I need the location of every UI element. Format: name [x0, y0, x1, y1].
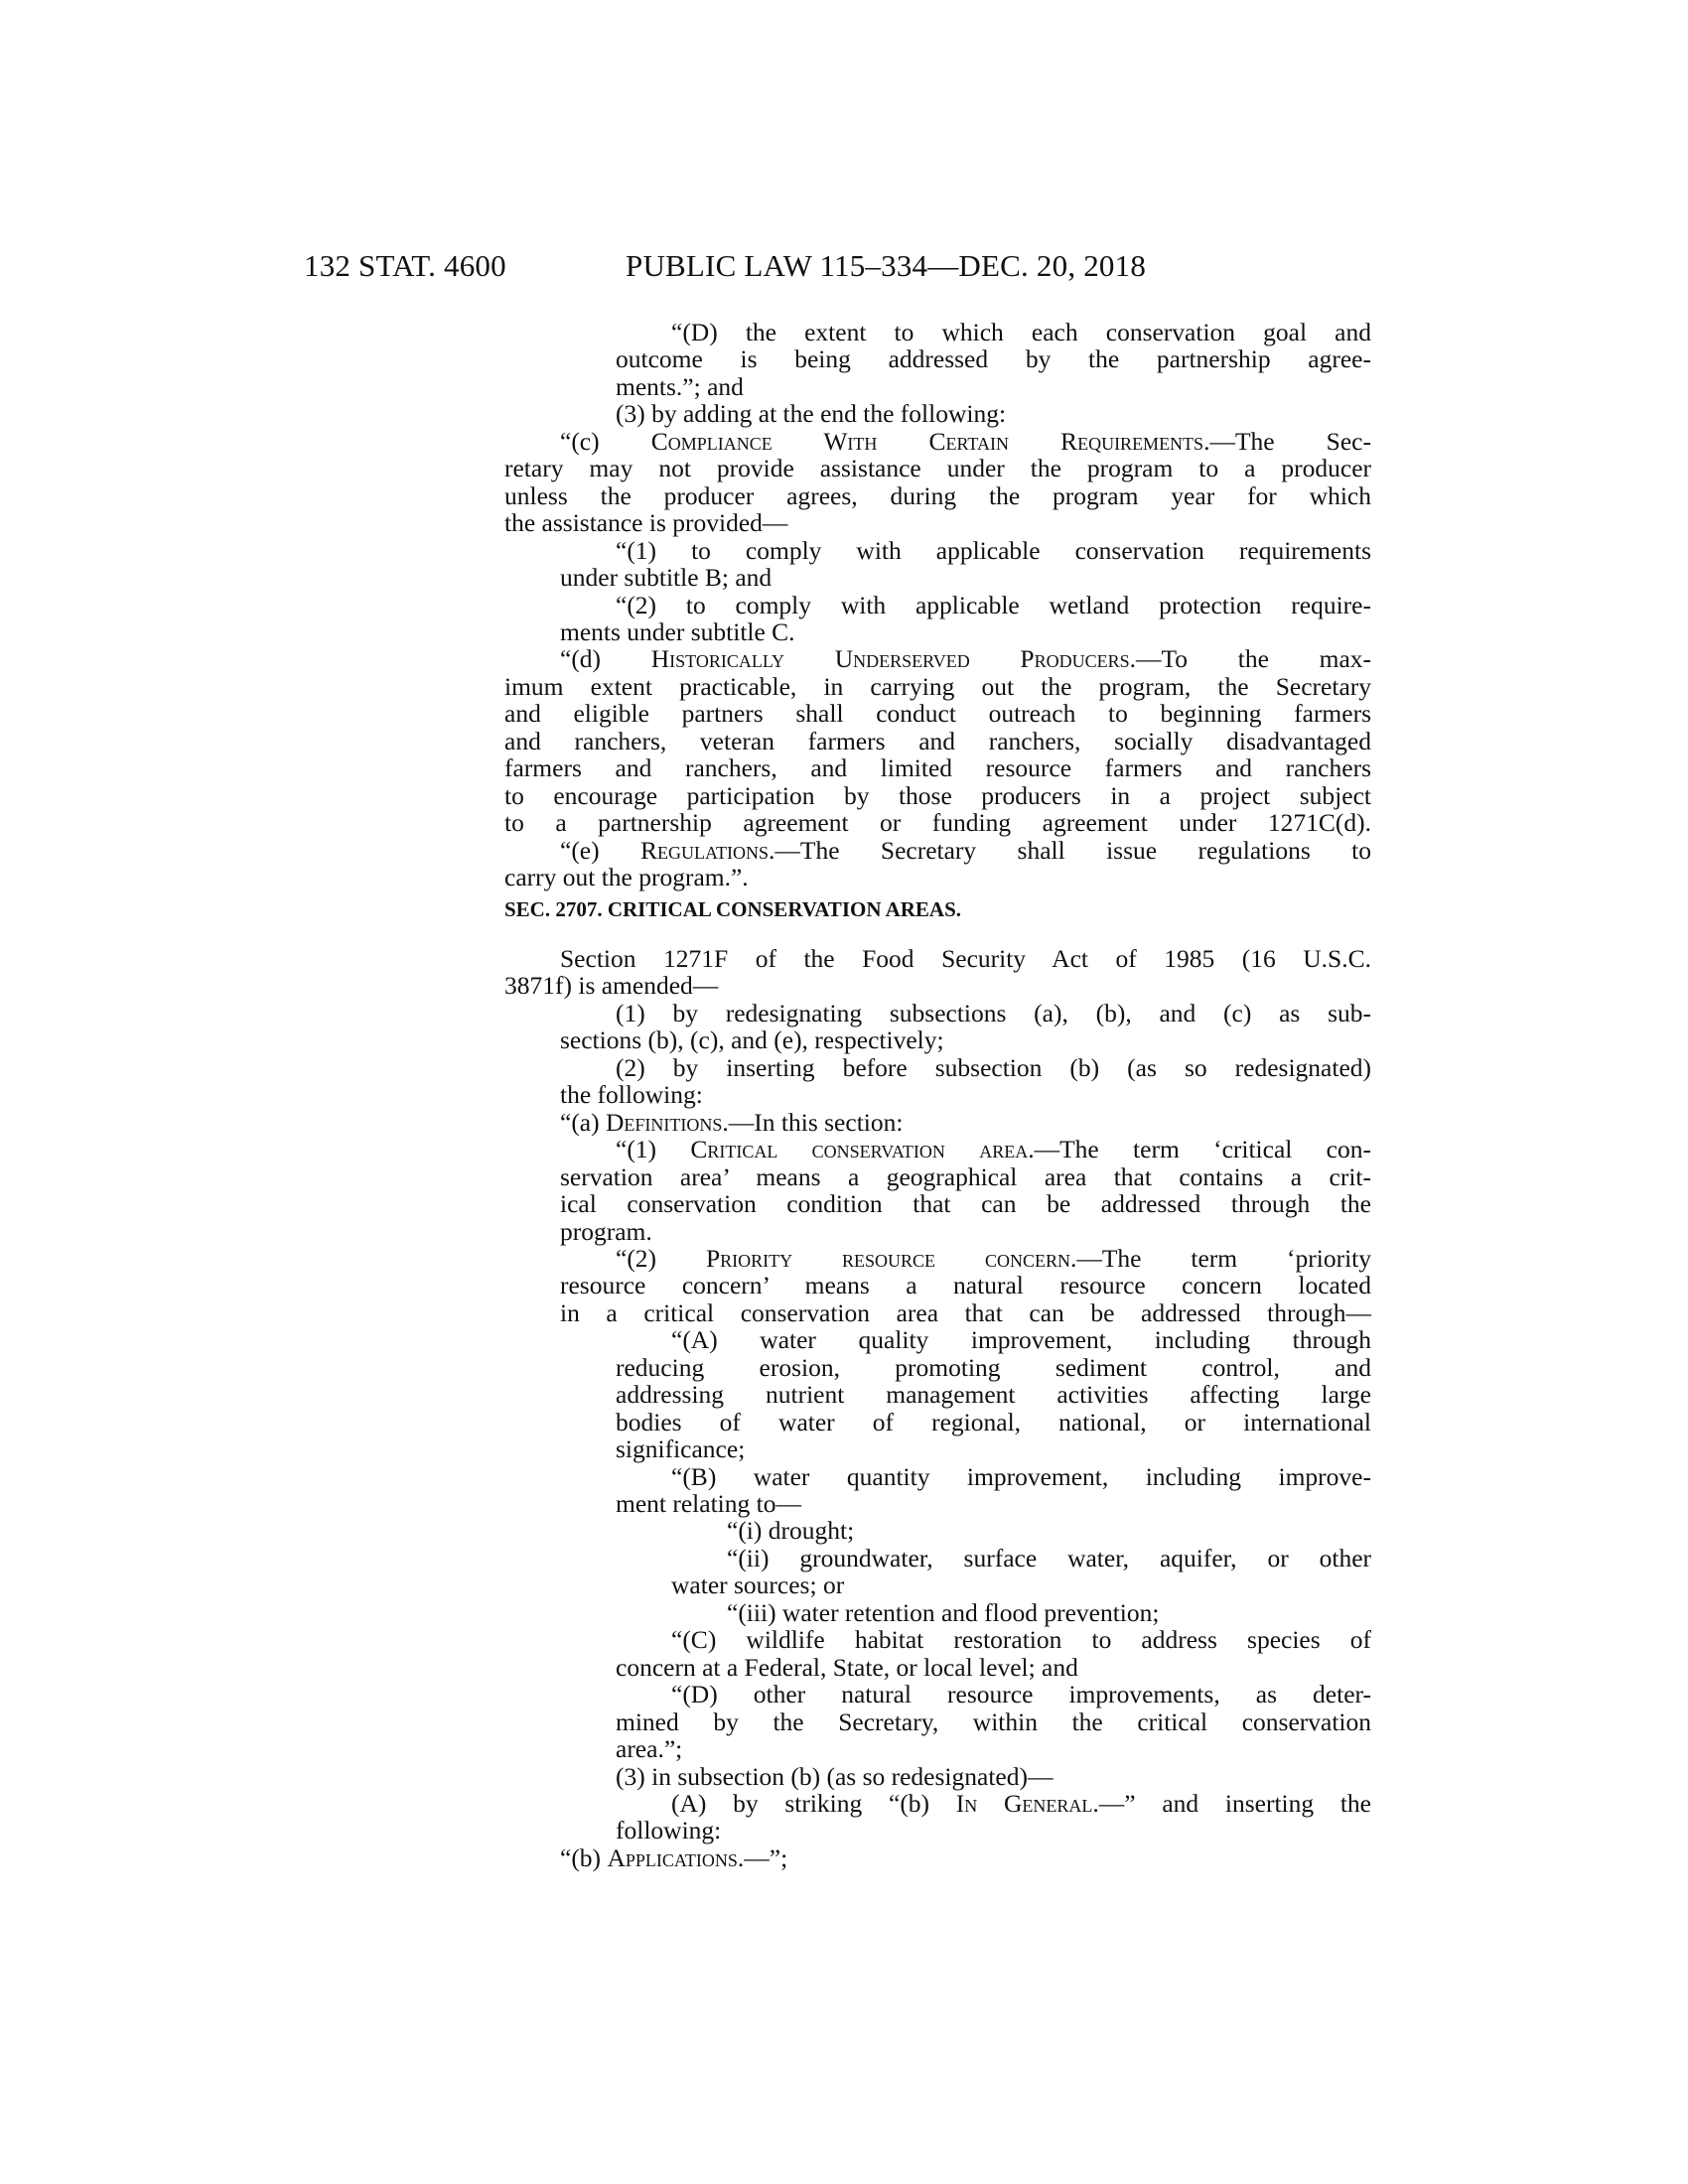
- text-line: [504, 1409, 1371, 1435]
- line-text: addressing nutrient management activities affecting large: [616, 1380, 1371, 1410]
- line-text: and ranchers, veteran farmers and ranchers, socially disadvantaged: [504, 726, 1371, 755]
- running-header-title: PUBLIC LAW 115–334—DEC. 20, 2018: [626, 248, 1147, 283]
- line-text: sections (b), (c), and (e), respectively;: [560, 1025, 944, 1055]
- text-line: [504, 1735, 1371, 1762]
- text-line: [504, 1490, 1371, 1517]
- line-text: “(e): [560, 835, 640, 865]
- text-line: [504, 945, 1371, 972]
- text-line: [504, 1599, 1371, 1626]
- line-text: “(c): [560, 426, 651, 456]
- text-line: [504, 972, 1371, 999]
- text-line: [504, 1190, 1371, 1217]
- text-line: [504, 400, 1371, 427]
- line-text: Section 1271F of the Food Security Act of 1985 (16 U.S.C.: [560, 943, 1371, 973]
- line-text: to a partnership agreement or funding agreement under 1271C(d).: [504, 808, 1371, 838]
- line-text: ment relating to—: [616, 1489, 801, 1519]
- line-text: servation area’ means a geographical area that contains a crit-: [560, 1161, 1371, 1191]
- text-line: [504, 537, 1371, 564]
- text-line: [504, 1081, 1371, 1108]
- text-line: [504, 482, 1371, 509]
- text-line: [504, 319, 1371, 345]
- text-line: [504, 1463, 1371, 1490]
- line-text: —To the max-: [1136, 644, 1372, 674]
- small-caps-heading: In General.: [955, 1789, 1099, 1819]
- text-line: [504, 1708, 1371, 1735]
- text-line: [504, 1381, 1371, 1408]
- text-line: [504, 837, 1371, 864]
- line-text: carry out the program.”.: [504, 863, 749, 892]
- line-text: the following:: [560, 1080, 703, 1110]
- line-text: unless the producer agrees, during the program year for which: [504, 480, 1371, 510]
- line-text: bodies of water of regional, national, or international: [616, 1407, 1371, 1436]
- line-text: the assistance is provided—: [504, 508, 788, 538]
- line-text: “(D) the extent to which each conservation goal and: [671, 318, 1371, 346]
- line-text: following:: [616, 1816, 722, 1845]
- line-text: 3871f) is amended—: [504, 971, 719, 1001]
- line-text: (1) by redesignating subsections (a), (b), and (c) as sub-: [616, 998, 1371, 1027]
- text-line: [504, 1326, 1371, 1353]
- text-line: [504, 455, 1371, 481]
- text-line: [504, 1163, 1371, 1190]
- text-line: [504, 509, 1371, 536]
- line-text: “(a): [560, 1107, 606, 1137]
- line-text: imum extent practicable, in carrying out the program, the Secretary: [504, 671, 1371, 701]
- line-text: (3) by adding at the end the following:: [616, 399, 1007, 429]
- text-line: [504, 1571, 1371, 1598]
- line-text: —The term ‘critical con-: [1034, 1135, 1371, 1164]
- line-text: SEC. 2707. CRITICAL CONSERVATION AREAS.: [504, 896, 962, 921]
- text-line: [504, 1000, 1371, 1026]
- text-line: [504, 1654, 1371, 1681]
- text-line: [504, 1054, 1371, 1081]
- line-text: “(d): [560, 644, 651, 674]
- text-line: [504, 1136, 1371, 1162]
- line-text: mined by the Secretary, within the critical conservation: [616, 1706, 1371, 1736]
- small-caps-heading: Definitions.: [606, 1107, 729, 1137]
- text-line: [504, 1109, 1371, 1136]
- line-text: outcome is being addressed by the partnership agree-: [616, 344, 1371, 374]
- small-caps-heading: Regulations.: [640, 835, 775, 865]
- text-line: [504, 1817, 1371, 1843]
- small-caps-heading: Compliance With Certain Requirements.: [650, 426, 1210, 456]
- line-text: to encourage participation by those producers in a project subject: [504, 780, 1371, 810]
- text-line: [504, 428, 1371, 455]
- text-line: [504, 1245, 1371, 1272]
- text-line: [504, 1763, 1371, 1790]
- line-text: under subtitle B; and: [560, 563, 773, 593]
- line-text: resource concern’ means a natural resource concern located: [560, 1271, 1371, 1300]
- text-line: [504, 864, 1371, 890]
- line-text: retary may not provide assistance under the program to a producer: [504, 454, 1371, 483]
- text-line: [504, 592, 1371, 618]
- small-caps-heading: Priority resource concern.: [705, 1243, 1077, 1273]
- text-line: [504, 700, 1371, 727]
- line-text: —The Sec-: [1209, 426, 1371, 456]
- text-line: [504, 782, 1371, 809]
- line-text: ments under subtitle C.: [560, 616, 795, 646]
- text-line: [504, 1517, 1371, 1544]
- line-text: (3) in subsection (b) (as so redesignated)—: [616, 1761, 1054, 1791]
- line-text: “(ii) groundwater, surface water, aquifer, or other: [727, 1543, 1371, 1572]
- text-line: [504, 673, 1371, 700]
- line-text: “(iii) water retention and flood prevention;: [727, 1597, 1160, 1627]
- line-text: “(2): [616, 1243, 706, 1273]
- line-text: —”;: [744, 1843, 788, 1872]
- section-heading: [504, 896, 1371, 923]
- line-text: —” and inserting the: [1098, 1789, 1371, 1819]
- line-text: “(D) other natural resource improvements, as deter-: [671, 1680, 1371, 1709]
- line-text: program.: [560, 1216, 652, 1246]
- text-line: [504, 1354, 1371, 1381]
- small-caps-heading: Historically Underserved Producers.: [650, 644, 1137, 674]
- text-line: [504, 618, 1371, 645]
- stat-page-number: 132 STAT. 4600: [304, 248, 506, 283]
- line-text: —In this section:: [728, 1107, 904, 1137]
- line-text: (A) by striking “(b): [671, 1789, 956, 1819]
- line-text: and eligible partners shall conduct outreach to beginning farmers: [504, 699, 1371, 729]
- document-body: [504, 319, 1371, 1871]
- text-line: [504, 564, 1371, 591]
- line-text: water sources; or: [671, 1570, 845, 1600]
- line-text: “(A) water quality improvement, including through: [671, 1325, 1371, 1355]
- text-line: [504, 1790, 1371, 1817]
- line-text: “(i) drought;: [727, 1516, 855, 1546]
- text-line: [504, 754, 1371, 781]
- line-text: “(C) wildlife habitat restoration to address species of: [671, 1625, 1371, 1655]
- line-text: —The term ‘priority: [1076, 1243, 1371, 1273]
- text-line: [504, 345, 1371, 372]
- line-text: “(2) to comply with applicable wetland protection require-: [616, 590, 1371, 619]
- text-line: [504, 1626, 1371, 1653]
- line-text: ments.”; and: [616, 371, 744, 401]
- text-line: [504, 1026, 1371, 1053]
- line-text: ical conservation condition that can be addressed through the: [560, 1189, 1371, 1219]
- text-line: [504, 1218, 1371, 1245]
- text-line: [504, 809, 1371, 836]
- text-line: [504, 1299, 1371, 1326]
- text-line: [504, 1545, 1371, 1571]
- line-text: area.”;: [616, 1734, 683, 1764]
- line-text: “(B) water quantity improvement, including improve-: [671, 1461, 1371, 1491]
- line-text: concern at a Federal, State, or local level; and: [616, 1652, 1078, 1682]
- line-text: —The Secretary shall issue regulations to: [774, 835, 1371, 865]
- text-line: [504, 1435, 1371, 1462]
- line-text: “(1): [616, 1135, 691, 1164]
- text-line: [504, 373, 1371, 400]
- line-text: (2) by inserting before subsection (b) (as so redesignated): [616, 1052, 1371, 1082]
- small-caps-heading: Critical conservation area.: [690, 1135, 1035, 1164]
- text-line: [504, 1272, 1371, 1298]
- line-text: “(1) to comply with applicable conservation requirements: [616, 535, 1371, 565]
- line-text: in a critical conservation area that can be addressed through—: [560, 1297, 1371, 1327]
- text-line: [504, 1844, 1371, 1871]
- small-caps-heading: Applications.: [607, 1843, 745, 1872]
- line-text: farmers and ranchers, and limited resource farmers and ranchers: [504, 753, 1371, 783]
- line-text: significance;: [616, 1434, 746, 1464]
- text-line: [504, 645, 1371, 672]
- line-text: reducing erosion, promoting sediment control, and: [616, 1352, 1371, 1382]
- line-text: “(b): [560, 1843, 608, 1872]
- text-line: [504, 728, 1371, 754]
- text-line: [504, 1681, 1371, 1707]
